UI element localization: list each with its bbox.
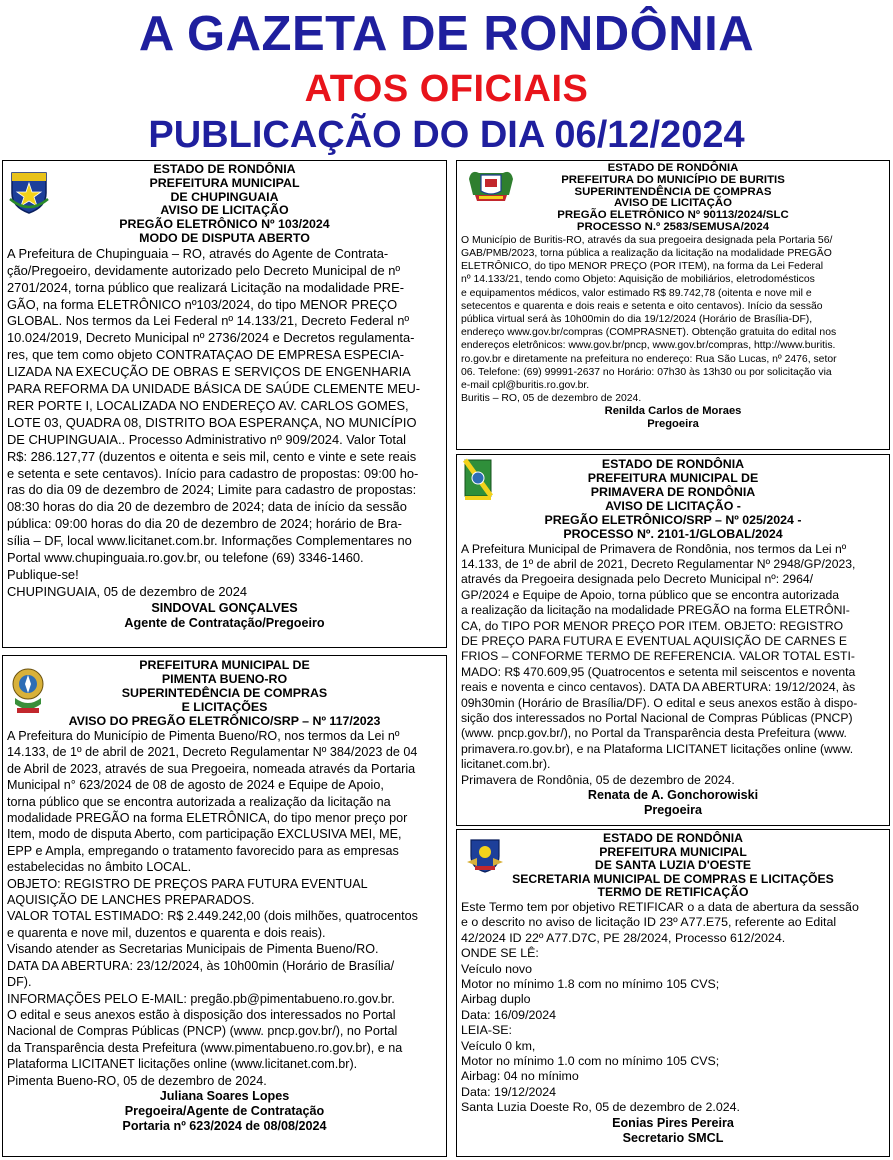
body-line: A Prefeitura Municipal de Primavera de Rondônia, nos termos da Lei nº	[461, 541, 847, 556]
notice-chupinguaia	[2, 160, 447, 648]
notice-header	[461, 163, 885, 234]
body-line: R$: 286.127,77 (duzentos e oitenta e seis mil, cento e vinte e sete reais	[7, 448, 417, 464]
body-line: 09h30min (Horário de Brasília/DF). O edital e seus anexos estão à dispo-	[461, 695, 858, 710]
body-line: e equipamentos médicos, valor estimado R$ 89.742,78 (oitenta e nove mil e	[461, 287, 812, 299]
body-line: AQUISIÇÃO DE LANCHES PREPARADOS.	[7, 893, 255, 908]
signature-block	[7, 1089, 442, 1134]
body-line: GLOBAL. Nos termos da Lei Federal nº 14.133/21, Decreto Federal nº	[7, 313, 410, 329]
body-line: licitanet.com.br).	[461, 757, 551, 772]
header-line: PREGÃO ELETRÔNICO/SRP – Nº 025/2024 -	[544, 513, 802, 528]
body-line: nº 14.133/21, tendo como Objeto: Aquisição de mobiliários, eletrodomésticos	[461, 274, 815, 286]
header-line: PREFEITURA MUNICIPAL	[599, 844, 747, 859]
signatory-appointment: Portaria nº 623/2024 de 08/08/2024	[122, 1118, 327, 1133]
header-line: SUPERINTEDÊNCIA DE COMPRAS	[121, 686, 328, 700]
body-line: de Abril de 2023, através de sua Pregoeira, nomeada através da Portaria	[7, 761, 416, 776]
body-line: endereço www.gov.br/compras (COMPRASNET). Obtenção gratuita do edital nos	[461, 327, 837, 339]
body-line: GP/2024 e Equipe de Apoio, torna público que se encontra autorizada	[461, 587, 840, 602]
signatory-name: Renilda Carlos de Moraes	[604, 405, 742, 418]
notice-header	[7, 163, 442, 246]
header-line: ESTADO DE RONDÔNIA	[603, 831, 743, 845]
body-line: MADO: R$ 470.609,95 (Quatrocentos e setenta mil seiscentos e noventa	[461, 664, 856, 679]
body-line: CHUPINGUAIA, 05 de dezembro de 2024	[7, 583, 248, 599]
body-line: endereços eletrônicos: www.gov.br/pncp, www.gov.br/compras, http://www.buritis.	[461, 340, 836, 352]
body-line: Data: 19/12/2024	[461, 1084, 557, 1099]
body-line: 14.133, de 1º de abril de 2021, Decreto Regulamentar Nº 384/2023 de 04	[7, 745, 418, 760]
signature-block	[461, 1116, 885, 1146]
body-line: DF).	[7, 975, 32, 990]
signatory-title: Pregoeira/Agente de Contratação	[124, 1103, 325, 1118]
notice-santa-luzia	[456, 829, 890, 1157]
body-line: CA, do TIPO POR MENOR PREÇO POR ITEM. OBJETO: REGISTRO	[461, 618, 844, 633]
header-line: ESTADO DE RONDÔNIA	[607, 162, 739, 174]
signatory-title: Agente de Contratação/Pregoeiro	[124, 615, 325, 630]
body-line: Veículo novo	[461, 961, 532, 976]
notice-primavera	[456, 454, 890, 826]
body-line: sição dos interessados no Portal Nacional de Compras Públicas (PNCP)	[461, 711, 853, 726]
notice-header	[7, 658, 442, 728]
body-line: res, que tem como objeto CONTRATAÇAO DE EMPRESA ESPECIA-	[7, 347, 405, 363]
signatory-title: Secretario SMCL	[622, 1130, 724, 1145]
notice-pimenta-bueno	[2, 655, 447, 1157]
body-line: ras do dia 09 de dezembro de 2024; Limite para cadastro de propostas:	[7, 482, 417, 498]
notice-body	[461, 900, 885, 1116]
header-line: ESTADO DE RONDÔNIA	[601, 457, 745, 471]
header-line: AVISO DE LICITAÇÃO	[160, 203, 289, 218]
header-line: PREFEITURA MUNICIPAL DE	[587, 471, 759, 486]
body-line: EPP e Ampla, empregando o tratamento favorecido para as empresas	[7, 843, 399, 858]
coat-of-arms-icon	[8, 169, 50, 215]
body-line: estabelecidas no âmbito LOCAL.	[7, 860, 192, 875]
body-line: LIZADA NA EXECUÇÃO DE OBRAS E SERVIÇOS DE ENGENHARIA	[7, 364, 411, 380]
body-line: 08:30 horas do dia 20 de dezembro de 2024; data de início da sessão	[7, 499, 407, 515]
body-line: torna público que se encontra autorizada a realização da licitação na	[7, 794, 391, 809]
header-line: PREFEITURA MUNICIPAL DE	[139, 658, 310, 672]
body-line: LOTE 03, QUADRA 08, DISTRITO BOA ESPERANÇA, NO MUNICÍPIO	[7, 414, 417, 430]
notice-body	[461, 542, 885, 789]
header-line: SECRETARIA MUNICIPAL DE COMPRAS E LICITAÇÕES	[512, 871, 834, 886]
body-line: e-mail cpl@buritis.ro.gov.br.	[461, 380, 590, 392]
body-line: O Município de Buritis-RO, através da sua pregoeira designada pela Portaria 56/	[461, 234, 833, 246]
signature-block	[7, 601, 442, 631]
signatory-name: Eonias Pires Pereira	[612, 1115, 734, 1130]
body-line: Motor no mínimo 1.0 com no mínimo 105 CVS;	[461, 1054, 720, 1069]
signatory-title: Pregoeira	[643, 803, 703, 818]
header-line: E LICITAÇÕES	[181, 700, 268, 714]
body-line: 06. Telefone: (69) 99991-2637 no Horário: 07h30 às 13h30 ou por solicitação via	[461, 366, 832, 378]
body-line: Publique-se!	[7, 567, 79, 582]
body-line: Buritis – RO, 05 de dezembro de 2024.	[461, 393, 642, 405]
body-line: LEIA-SE:	[461, 1023, 512, 1038]
signature-block	[461, 405, 885, 431]
body-line: setecentos e quarenta e dois reais e setenta e oito centavos). Início da sessão	[461, 300, 823, 312]
body-line: DATA DA ABERTURA: 23/12/2024, às 10h00min (Horário de Brasília/	[7, 958, 395, 973]
body-line: Portal www.chupinguaia.ro.gov.br, ou telefone (69) 3346-1460.	[7, 550, 364, 566]
body-line: Pimenta Bueno-RO, 05 de dezembro de 2024.	[7, 1073, 267, 1088]
body-line: FRIOS – CONFORME TERMO DE REFERENCIA. VALOR TOTAL ESTI-	[461, 649, 855, 664]
body-line: VALOR TOTAL ESTIMADO: R$ 2.449.242,00 (dois milhões, quatrocentos	[7, 909, 418, 924]
body-line: e setenta e sete centavos). Início para cadastro de propostas: 09:00 ho-	[7, 465, 419, 481]
body-line: Motor no mínimo 1.8 com no mínimo 105 CVS;	[461, 977, 720, 991]
signatory-name: SINDOVAL GONÇALVES	[151, 600, 298, 615]
body-line: ELETRÔNICO, do tipo MENOR PREÇO (POR ITEM), na forma da Lei Federal	[461, 261, 824, 273]
buritis-crest-icon	[465, 165, 517, 205]
signatory-name: Juliana Soares Lopes	[159, 1088, 290, 1103]
notice-body	[7, 246, 442, 601]
notice-header	[461, 832, 885, 900]
body-line: da Transparência desta Prefeitura (www.pimentabueno.ro.gov.br), e na	[7, 1040, 403, 1055]
body-line: Veículo 0 km,	[461, 1038, 536, 1053]
header-line: PREGÃO ELETRÔNICO Nº 103/2024	[119, 217, 330, 232]
body-line: e o descrito no aviso de licitação ID 23º A77.E75, referente ao Edital	[461, 915, 837, 930]
body-line: INFORMAÇÕES PELO E-MAIL: pregão.pb@pimentabueno.ro.gov.br.	[7, 991, 395, 1006]
body-line: Data: 16/09/2024	[461, 1007, 557, 1022]
header-line: PREGÃO ELETRÔNICO Nº 90113/2024/SLC	[557, 209, 789, 222]
header-line: PIMENTA BUENO-RO	[161, 672, 288, 686]
header-line: AVISO DE LICITAÇÃO -	[605, 499, 741, 514]
header-line: ESTADO DE RONDÔNIA	[153, 162, 296, 176]
body-line: através da Pregoeira designada pelo Decreto Municipal nº: 2964/	[461, 572, 814, 587]
body-line: A Prefeitura do Município de Pimenta Bueno/RO, nos termos da Lei nº	[7, 729, 400, 743]
masthead	[0, 0, 893, 160]
body-line: Visando atender as Secretarias Municipais de Pimenta Bueno/RO.	[7, 942, 379, 957]
notice-header	[461, 457, 885, 542]
header-line: TERMO DE RETIFICAÇÃO	[597, 885, 749, 900]
publication-date: PUBLICAÇÃO DO DIA 06/12/2024	[148, 114, 745, 156]
body-line: 2701/2024, torna público que realizará Licitação na modalidade PRE-	[7, 279, 405, 295]
body-line: e quarenta e nove mil, duzentos e quarenta e dois reais).	[7, 925, 326, 940]
body-line: A Prefeitura de Chupinguaia – RO, através do Agente de Contrata-	[7, 245, 389, 261]
body-line: GAB/PMB/2023, torna pública a realização da licitação na modalidade PREGÃO	[461, 247, 832, 259]
header-line: SUPERINTENDÊNCIA DE COMPRAS	[574, 185, 772, 198]
header-line: PREFEITURA MUNICIPAL	[149, 175, 300, 190]
body-line: pública: 09:00 horas do dia 20 de dezembro de 2024; horário de Bra-	[7, 516, 402, 532]
header-line: DE CHUPINGUAIA	[170, 189, 279, 204]
newspaper-title: A GAZETA DE RONDÔNIA	[138, 7, 755, 61]
header-line: PRIMAVERA DE RONDÔNIA	[590, 485, 756, 500]
header-line: PROCESSO Nº. 2101-1/GLOBAL/2024	[563, 527, 783, 542]
primavera-flag-icon	[463, 458, 493, 502]
signatory-title: Pregoeira	[647, 418, 699, 431]
body-line: PARA REFORMA DA UNIDADE BÁSICA DE SAÚDE CLEMENTE MEU-	[7, 381, 421, 397]
notice-buritis	[456, 160, 890, 450]
body-line: Item, modo de disputa Aberto, com participação EXCLUSIVA MEI, ME,	[7, 827, 402, 842]
body-line: OBJETO: REGISTRO DE PREÇOS PARA FUTURA EVENTUAL	[7, 876, 368, 891]
body-line: ONDE SE LÊ:	[461, 946, 539, 961]
header-line: AVISO DE LICITAÇÃO	[614, 197, 732, 210]
body-line: a realização da licitação na modalidade PREGÃO na forma ELETRÔNI-	[461, 603, 850, 618]
body-line: Este Termo tem por objetivo RETIFICAR o a data de abertura da sessão	[461, 899, 859, 914]
body-line: O edital e seus anexos estão à disposição dos interessados no Portal	[7, 1007, 396, 1022]
santa-luzia-crest-icon	[465, 836, 505, 874]
body-line: Primavera de Rondônia, 05 de dezembro de 2024.	[461, 772, 735, 787]
body-line: ro.gov.br e diretamente na prefeitura no endereço: Rua São Lucas, nº 2476, setor	[461, 353, 837, 365]
body-line: (www. pncp.gov.br/), no Portal da Transparência desta Prefeitura (www.	[461, 726, 847, 741]
header-line: AVISO DO PREGÃO ELETRÔNICO/SRP – Nº 117/2023	[68, 714, 381, 728]
municipal-emblem-icon	[9, 664, 47, 720]
header-line: PREFEITURA DO MUNICÍPIO DE BURITIS	[561, 173, 785, 186]
body-line: Santa Luzia Doeste Ro, 05 de dezembro de 2.024.	[461, 1100, 740, 1115]
body-line: 14.133, de 1º de abril de 2021, Decreto Regulamentar Nº 2948/GP/2023,	[461, 556, 856, 571]
body-line: pública virtual será às 10h00min do dia 19/12/2024 (Horário de Brasília-DF),	[461, 314, 813, 325]
signature-block	[461, 788, 885, 818]
body-line: sília – DF, local www.licitanet.com.br. Informações Complementares no	[7, 533, 412, 549]
body-line: reais e noventa e cinco centavos). DATA DA ABERTURA: 19/12/2024, às	[461, 680, 856, 695]
body-line: GÃO, na forma ELETRÔNICO nº103/2024, do tipo MENOR PREÇO	[7, 296, 398, 312]
body-line: Airbag: 04 no mínimo	[461, 1069, 579, 1084]
body-line: 42/2024 ID 22º A77.D7C, PE 28/2024, Processo 612/2024.	[461, 930, 786, 945]
body-line: 10.024/2019, Decreto Municipal nº 2736/2024 e Decretos regulamenta-	[7, 330, 415, 346]
body-line: Municipal n° 623/2024 de 08 de agosto de 2024 e Equipe de Apoio,	[7, 778, 384, 793]
body-line: primavera.ro.gov.br), e na Plataforma LICITANET licitações online (www.	[461, 741, 854, 756]
body-line: Nacional de Compras Públicas (PNCP) (www. pncp.gov.br/), no Portal	[7, 1024, 398, 1039]
body-line: modalidade PREGÃO na forma ELETRÔNICA, do tipo menor preço por	[7, 811, 408, 826]
body-line: DE PREÇO PARA FUTURA E EVENTUAL AQUISIÇÃO DE CARNES E	[461, 634, 848, 648]
body-line: Airbag duplo	[461, 992, 531, 1007]
section-title: ATOS OFICIAIS	[304, 68, 589, 110]
header-line: PROCESSO N.º 2583/SEMUSA/2024	[576, 220, 770, 233]
body-line: Plataforma LICITANET licitações online (www.licitanet.com.br).	[7, 1057, 358, 1072]
body-line: ção/Pregoeiro, devidamente autorizado pelo Decreto Municipal de nº	[7, 262, 401, 278]
notice-body	[7, 728, 442, 1089]
body-line: RER PORTE I, LOCALIZADA NO ENDEREÇO AV. CARLOS GOMES,	[7, 397, 409, 413]
body-line: DE CHUPINGUAIA.. Processo Administrativo nº 909/2024. Valor Total	[7, 431, 406, 447]
header-line: DE SANTA LUZIA D'OESTE	[594, 858, 752, 873]
signatory-name: Renata de A. Gonchorowiski	[587, 788, 759, 803]
header-line: MODO DE DISPUTA ABERTO	[139, 230, 310, 245]
notice-body	[461, 234, 885, 406]
